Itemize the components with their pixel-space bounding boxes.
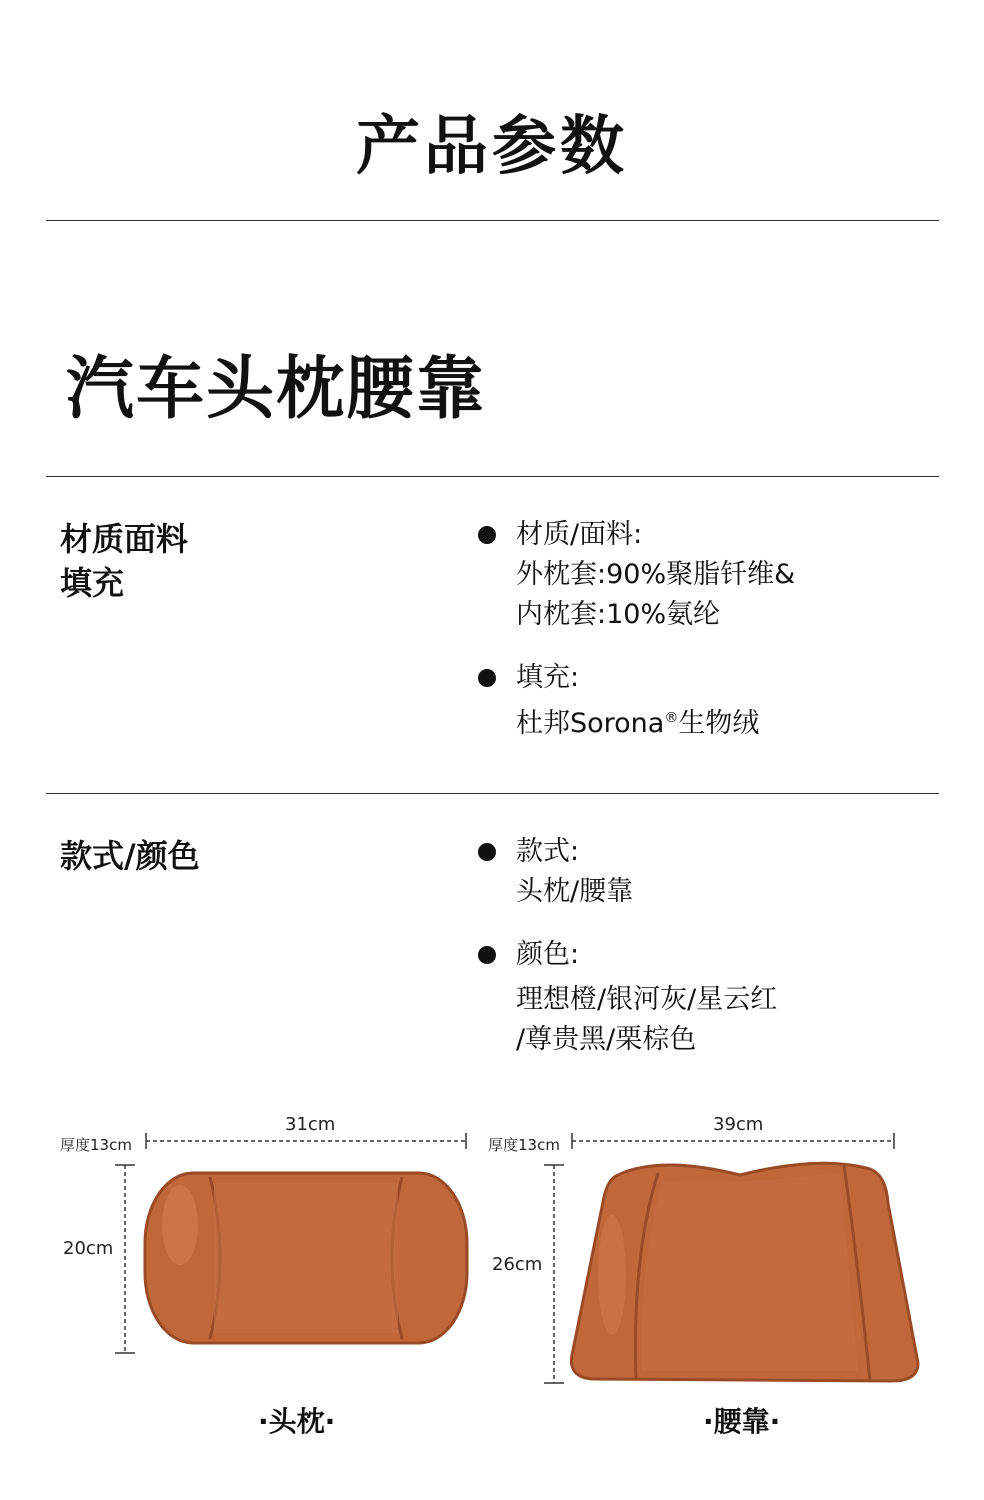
bullet-icon (478, 843, 496, 861)
spec-heading-style: 款式: (516, 836, 580, 867)
lumbar-figure (540, 1125, 940, 1395)
headrest-height: 20cm (63, 1238, 114, 1259)
spec-line: 理想橙/银河灰/星云红 (516, 984, 778, 1015)
spec-heading-material: 材质/面料: (516, 519, 643, 550)
spec-heading-color: 颜色: (516, 939, 580, 970)
lumbar-caption: ·腰靠· (703, 1405, 781, 1438)
headrest-figure (110, 1125, 480, 1365)
lumbar-height: 26cm (492, 1254, 543, 1275)
filling-brand: 杜邦Sorona (516, 708, 665, 739)
lumbar-thickness: 厚度13cm (488, 1136, 560, 1154)
spec-line: 外枕套:90%聚脂钎维& (516, 559, 796, 590)
section-label-style-color: 款式/颜色 (60, 837, 200, 875)
headrest-thickness: 厚度13cm (60, 1136, 132, 1154)
bullet-icon (478, 946, 496, 964)
product-name: 汽车头枕腰靠 (66, 350, 487, 429)
spec-line: 头枕/腰靠 (516, 876, 634, 907)
page-title: 产品参数 (356, 110, 628, 184)
lumbar-width: 39cm (713, 1114, 764, 1135)
section-label-filling: 填充 (60, 564, 125, 602)
divider (46, 476, 939, 477)
section-label-material: 材质面料 (60, 520, 189, 558)
divider (46, 220, 939, 221)
headrest-caption: ·头枕· (258, 1405, 336, 1438)
divider (46, 793, 939, 794)
spec-line: 内枕套:10%氨纶 (516, 599, 721, 630)
bullet-icon (478, 669, 496, 687)
spec-line-filling (516, 698, 759, 744)
headrest-width: 31cm (285, 1114, 336, 1135)
bullet-icon (478, 526, 496, 544)
spec-heading-filling: 填充: (516, 662, 580, 693)
spec-line: /尊贵黑/栗棕色 (516, 1024, 697, 1055)
filling-material: 生物绒 (678, 708, 760, 739)
registered-mark: ® (664, 710, 679, 726)
